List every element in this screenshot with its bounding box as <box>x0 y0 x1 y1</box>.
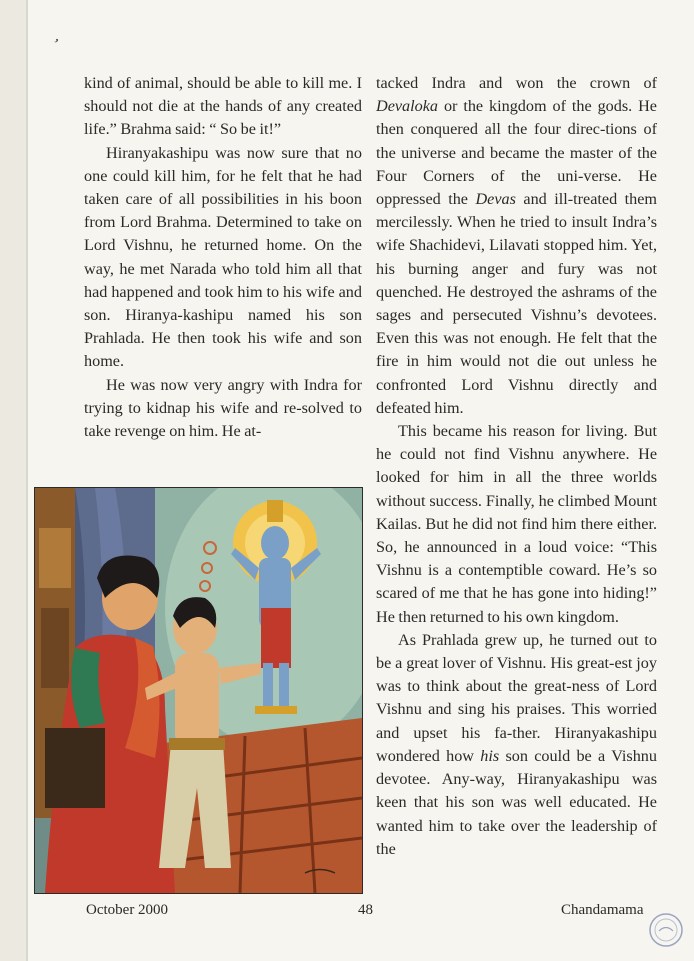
paragraph: kind of animal, should be able to kill me. I should not die at the hands of any created life.” Brahma said: “ So be it!” <box>84 74 362 139</box>
paragraph <box>376 629 657 861</box>
emphasis-his: his <box>480 746 500 765</box>
text-run: son could be a Vishnu devotee. Any-way, Hiranyakashipu was keen that his son was well educated. He wanted him to take over the leadership of the <box>376 746 657 858</box>
footer-date: October 2000 <box>86 902 169 918</box>
page-number: 48 <box>358 902 373 918</box>
paragraph: He was now very angry with Indra for trying to kidnap his wife and re-solved to take revenge on him. He at- <box>84 375 362 441</box>
illustration-image <box>35 488 362 893</box>
paragraph: This became his reason for living. But he could not find Vishnu anywhere. He looked for him in all the three worlds without success. Finally, he climbed Mount Kailas. But he did not find him there either. So, he announced in a loud voice: “This Vishnu is a contemptible coward. He’s so scared of me that he has gone into hiding!” He then returned to his own kingdom. <box>376 422 657 626</box>
magazine-title: Chandamama <box>561 902 644 918</box>
paragraph: Hiranyakashipu was now sure that no one could kill him, for he felt that he had taken care of all possibilities in his boon from Lord Brahma. Determined to take on Lord Vishnu, he returned home. On the way, he met Narada who told him all that had happened and took him to his wife and son. Hiranya-kashipu named his son Prahlada. He then took his wife and son home. <box>84 143 362 371</box>
emphasis-devaloka: Devaloka <box>376 97 439 116</box>
emphasis-devas: Devas <box>475 190 516 209</box>
page-spine <box>0 0 26 961</box>
text-run: or the kingdom of the gods. He then conquered all the four direc-tions of the universe and became the master of the Four Corners of the uni-verse. He oppressed the <box>376 97 657 209</box>
right-text-column <box>376 72 657 861</box>
paragraph <box>376 72 657 420</box>
left-text-column <box>84 72 362 443</box>
text-run: As Prahlada grew up, he turned out to be a great lover of Vishnu. His great-est joy was to think about the great-ness of Lord Vishnu and sing his praises. This worried and upset his fa-ther. Hiranyakashipu wondered how <box>376 630 657 765</box>
library-stamp-icon <box>648 912 684 948</box>
text-run: and ill-treated them mercilessly. When he tried to insult Indra’s wife Shachidevi, Lilavati stopped him. Yet, his burning anger and fury was not quenched. He destroyed the ashrams of the sages and persecuted Vishnu’s devotees. Even this was not enough. He felt that the fire in him would not die out unless he confronted Lord Vishnu directly and defeated him. <box>376 190 658 417</box>
story-illustration <box>34 487 363 894</box>
text-run: tacked Indra and won the crown of <box>376 74 657 92</box>
scan-mark-icon: ’ <box>48 35 61 54</box>
